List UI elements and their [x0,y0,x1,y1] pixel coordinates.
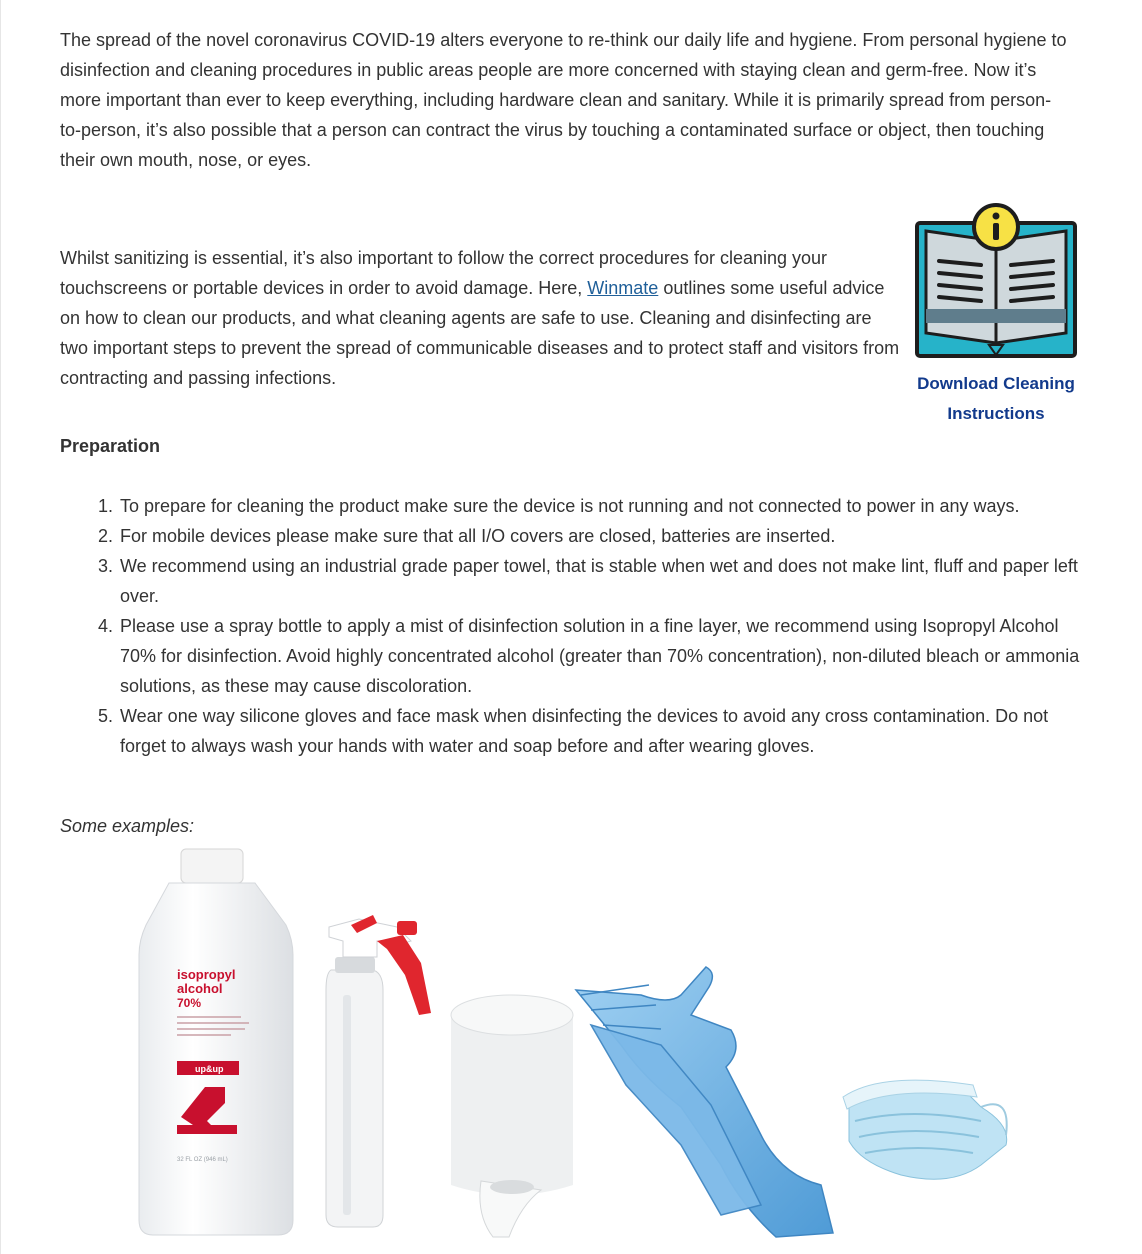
list-item [60,551,1080,611]
bottle-label-isopropyl: isopropyl [177,967,236,982]
step-text: For mobile devices please make sure that all I/O covers are closed, batteries are inserted. [120,526,836,546]
list-item [60,521,1080,551]
face-mask-image [843,1080,1007,1179]
step-text: Please use a spray bottle to apply a mist of disinfection solution in a fine layer, we recommend using Isopropyl Alcohol 70% for disinfection. Avoid highly concentrated alcohol (greater than 70% concentration), non-diluted bleach or ammonia solutions, as these may cause discoloration. [120,616,1080,696]
step-number: 4. [98,616,114,636]
procedures-paragraph [60,243,900,393]
list-item [60,611,1080,701]
winmate-link[interactable]: Winmate [587,278,659,298]
intro-paragraph: The spread of the novel coronavirus COVID-19 alters everyone to re-think our daily life and hygiene. From personal hygiene to disinfection and cleaning procedures in public areas people are more concerned with staying clean and germ-free. Now it’s more important than ever to keep everything, including hardware clean and sanitary. While it is primarily spread from person-to-person, it’s also possible that a person can contract the virus by touching a contaminated surface or object, then touching their own mouth, nose, or eyes. [60,30,1067,170]
alcohol-bottle-image [139,849,293,1235]
bottle-label-alcohol: alcohol [177,981,223,996]
procedures-text-start: Whilst sanitizing is essential, it’s also important to follow the correct procedures for cleaning your touchscreens or portable devices in order to avoid damage. Here, [60,248,828,298]
step-number: 5. [98,706,114,726]
preparation-steps-list [60,491,1080,761]
preparation-heading: Preparation [60,436,161,456]
step-text: Wear one way silicone gloves and face mask when disinfecting the devices to avoid any cross contamination. Do not forget to always wash your hands with water and soap before and after wearing gloves. [120,706,1049,756]
bottle-label-percent: 70% [177,996,202,1010]
step-number: 1. [98,496,114,516]
bottle-volume: 32 FL OZ (946 mL) [177,1157,228,1163]
gloves-image [576,967,833,1237]
list-item [60,491,1080,521]
procedures-text-end: outlines some useful advice on how to clean our products, and what cleaning agents are safe to use. Cleaning and disinfecting are two important steps to prevent the spread of communicable diseases and to protect staff and visitors from contracting and passing infections. [60,278,900,388]
paper-towel-roll-image [451,995,573,1237]
step-text: To prepare for cleaning the product make sure the device is not running and not connected to power in any ways. [120,496,1020,516]
spray-bottle-image [326,915,431,1227]
step-number: 3. [98,556,114,576]
download-label[interactable] [896,369,1096,429]
list-item [60,701,1080,761]
download-label-line1[interactable]: Download Cleaning [917,374,1075,393]
download-label-line2[interactable]: Instructions [947,404,1045,423]
info-book-icon[interactable] [911,203,1081,363]
examples-label: Some examples: [60,816,195,836]
bottle-brand: up&up [195,1064,224,1074]
step-number: 2. [98,526,114,546]
cleaning-supplies-image [121,845,1021,1245]
download-cleaning-instructions[interactable] [896,203,1096,429]
step-text: We recommend using an industrial grade paper towel, that is stable when wet and does not make lint, fluff and paper left over. [120,556,1078,606]
